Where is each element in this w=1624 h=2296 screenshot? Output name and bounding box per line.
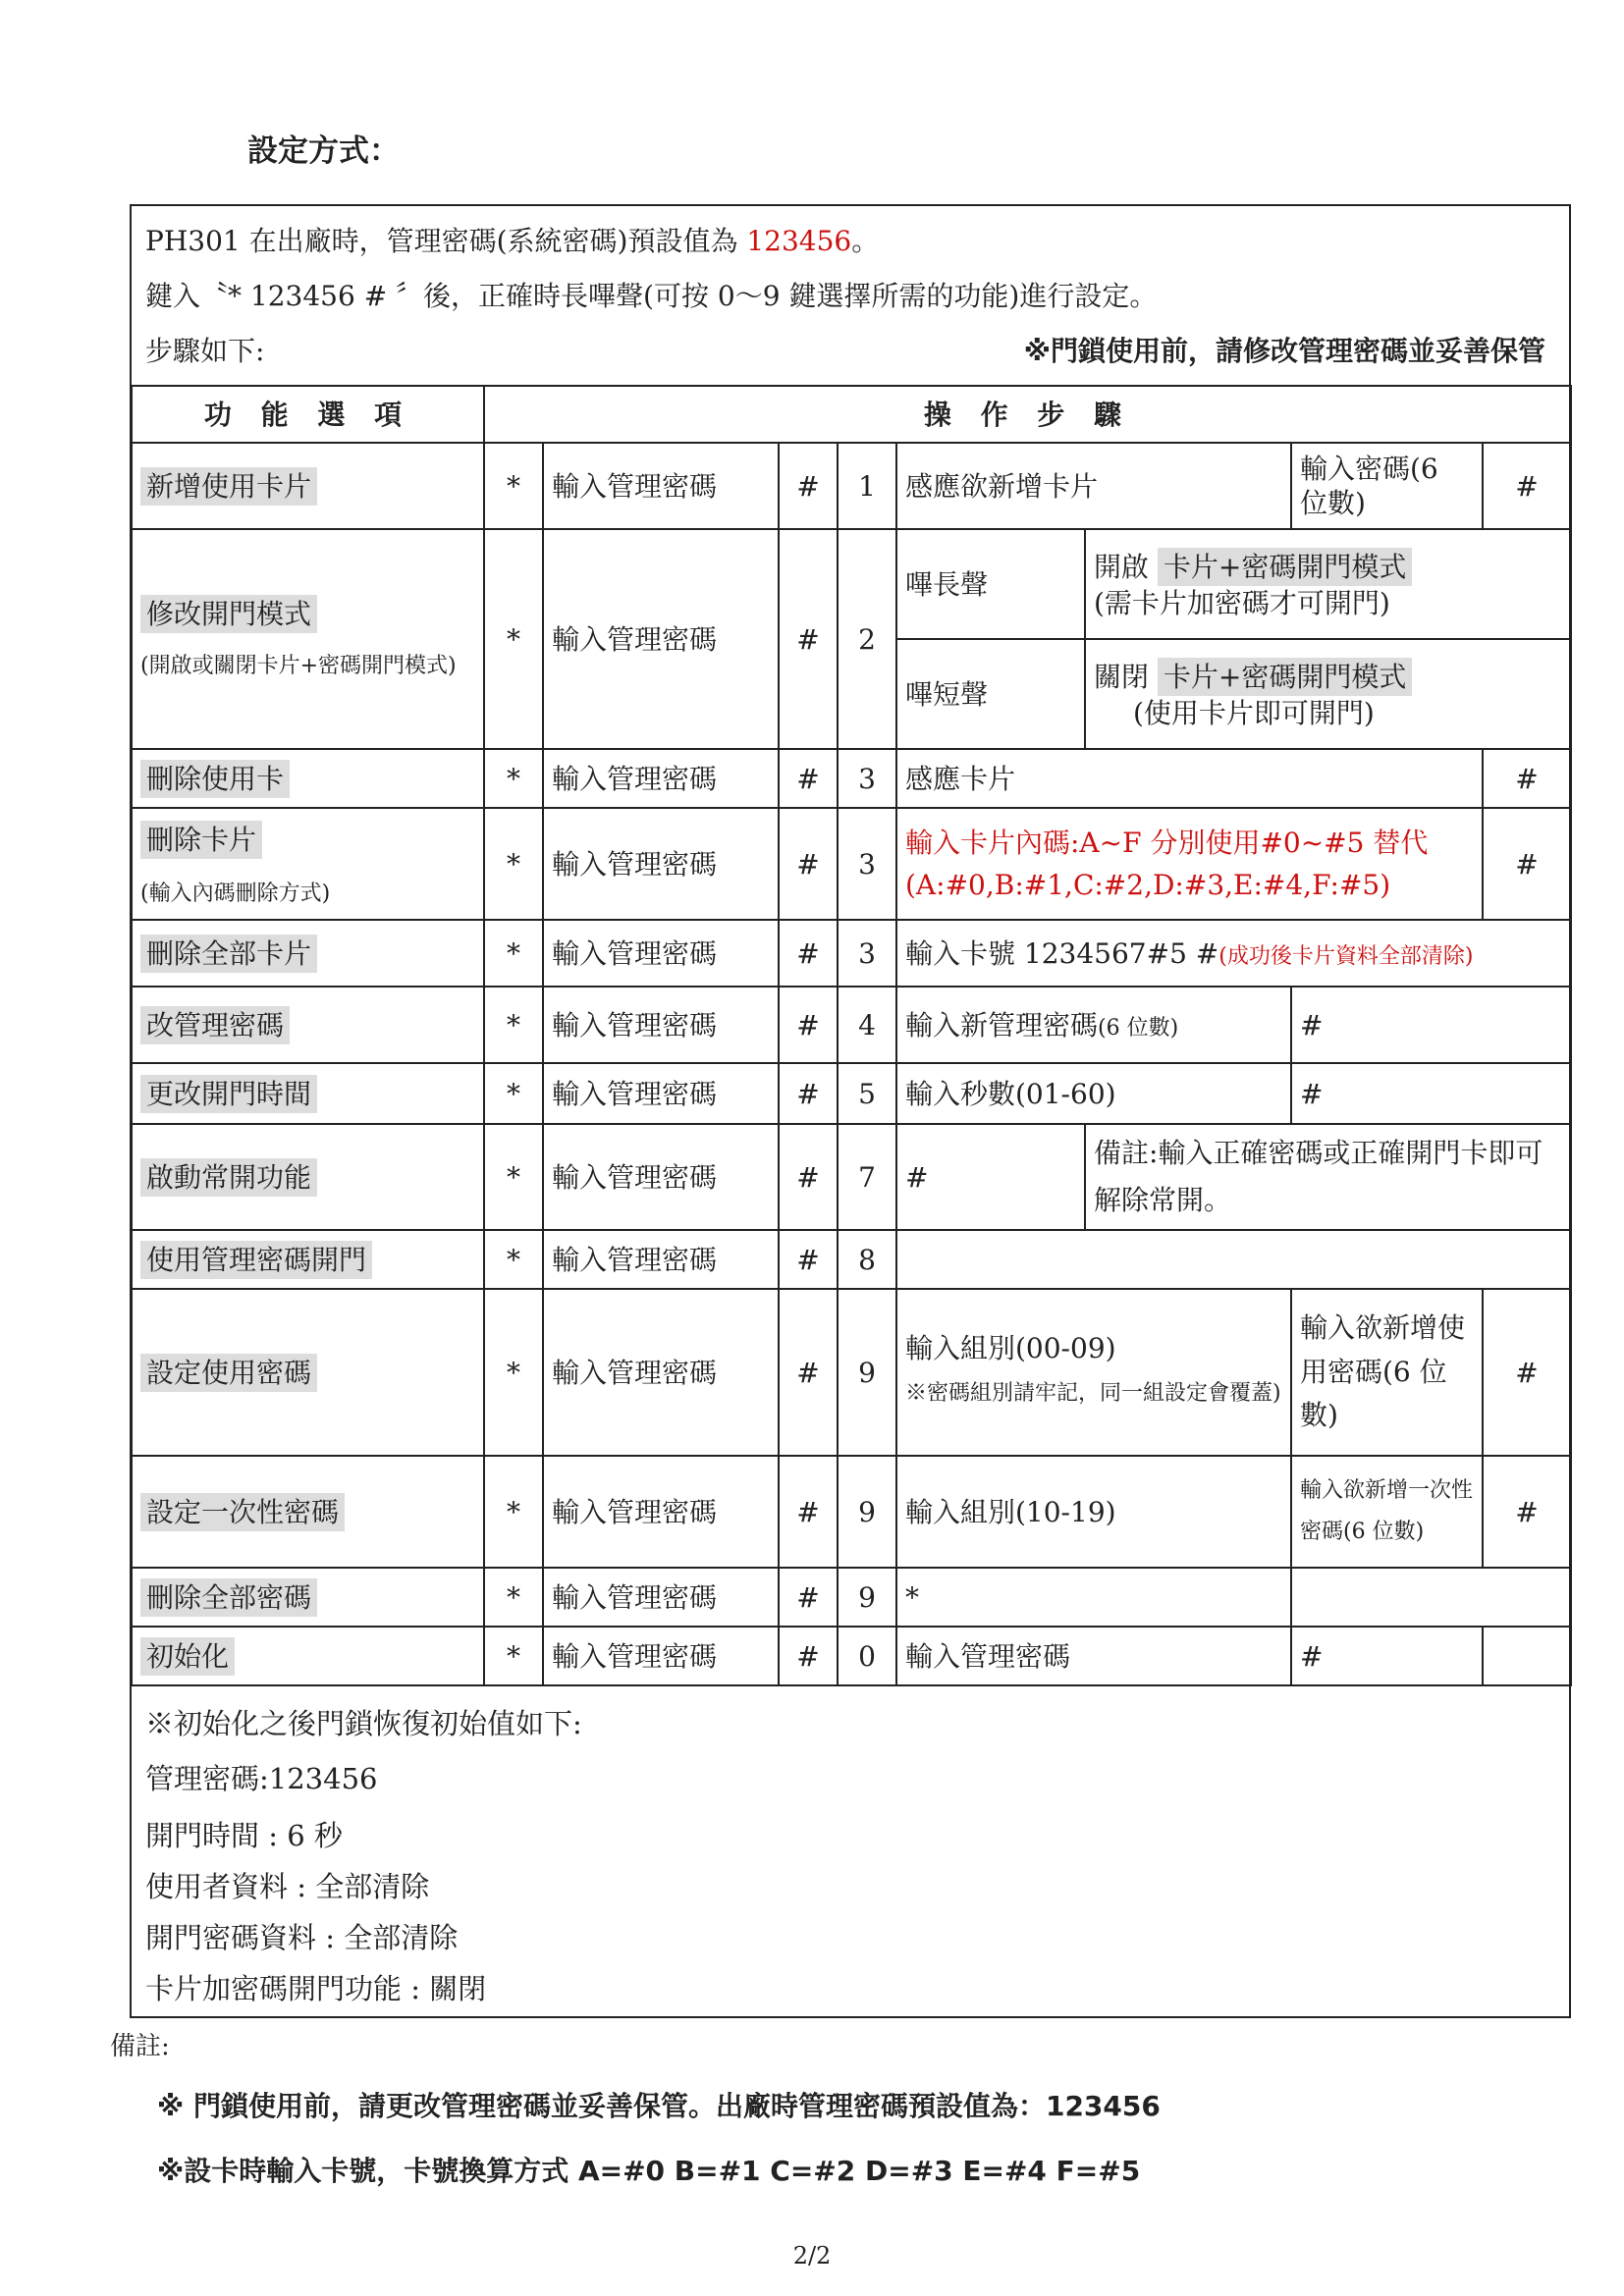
remarks-label: 備註:	[110, 2032, 170, 2061]
warning-text: ※門鎖使用前，請修改管理密碼並妥善保管	[1023, 335, 1545, 367]
star-key: *	[484, 920, 543, 987]
defaults-block	[145, 1698, 582, 2014]
step-2: 輸入密碼(6 位數)	[1291, 443, 1483, 529]
star-key: *	[484, 443, 543, 529]
header-steps: 操 作 步 驟	[484, 386, 1571, 443]
star-key: *	[484, 749, 543, 808]
hash-key: #	[1291, 987, 1571, 1063]
hash-key: #	[779, 1627, 838, 1685]
row-sublabel: (開啟或關閉卡片+密碼開門模式)	[140, 653, 457, 678]
hash-key: #	[1483, 443, 1571, 529]
table-row	[132, 1568, 1571, 1627]
hash-key: #	[779, 1124, 838, 1230]
table-row	[132, 808, 1571, 920]
enter-admin-step: 輸入管理密碼	[543, 1456, 779, 1568]
intro-line-2: 鍵入〝* 123456 # 〞後，正確時長嗶聲(可按 0～9 鍵選擇所需的功能)進行設定。	[145, 280, 1158, 312]
star-key: *	[484, 1456, 543, 1568]
row-label: 設定一次性密碼	[140, 1493, 345, 1531]
hash-key: #	[1291, 1627, 1483, 1685]
hash-key: #	[779, 920, 838, 987]
step-1: 感應卡片	[896, 749, 1483, 808]
row-label: 使用管理密碼開門	[140, 1241, 372, 1279]
step-1: 輸入秒數(01-60)	[896, 1063, 1291, 1124]
function-key: 7	[838, 1124, 896, 1230]
step-2: 輸入欲新增使用密碼(6 位數)	[1291, 1289, 1483, 1456]
star-key: *	[484, 1124, 543, 1230]
star-key: *	[484, 987, 543, 1063]
enter-admin-step: 輸入管理密碼	[543, 1124, 779, 1230]
function-key: 0	[838, 1627, 896, 1685]
hash-key: #	[779, 808, 838, 920]
mode-on-text: 開啟 卡片+密碼開門模式 (需卡片加密碼才可開門)	[1085, 529, 1571, 639]
default-code: 123456	[746, 225, 852, 257]
defaults-item: 管理密碼:123456	[145, 1762, 378, 1795]
hash-key: #	[1483, 1289, 1571, 1456]
function-key: 9	[838, 1289, 896, 1456]
page-number: 2/2	[792, 2242, 832, 2269]
function-key: 3	[838, 749, 896, 808]
enter-admin-step: 輸入管理密碼	[543, 529, 779, 749]
row-label: 刪除全部密碼	[140, 1578, 317, 1617]
code-steps: 輸入卡片內碼:A~F 分別使用#0~#5 替代 (A:#0,B:#1,C:#2,D:#3,E:#4,F:#5)	[896, 808, 1483, 920]
enter-admin-step: 輸入管理密碼	[543, 987, 779, 1063]
defaults-item: 卡片加密碼開門功能 : 關閉	[145, 1972, 487, 2005]
row-label: 刪除卡片	[140, 821, 262, 859]
remark-line-2: ※設卡時輸入卡號，卡號換算方式 A=#0 B=#1 C=#2 D=#3 E=#4 F=#5	[157, 2155, 1141, 2187]
table-row	[132, 920, 1571, 987]
enter-admin-step: 輸入管理密碼	[543, 920, 779, 987]
row-label: 設定使用密碼	[140, 1354, 317, 1392]
step-1: 感應欲新增卡片	[896, 443, 1291, 529]
always-open-note: 備註:輸入正確密碼或正確開門卡即可解除常開。	[1085, 1124, 1571, 1230]
row-label: 修改開門模式	[140, 595, 317, 633]
row-label: 啟動常開功能	[140, 1158, 317, 1197]
row-label: 刪除使用卡	[140, 760, 290, 798]
enter-admin-step: 輸入管理密碼	[543, 749, 779, 808]
step-1: 輸入新管理密碼(6 位數)	[896, 987, 1291, 1063]
section-heading: 設定方式：	[247, 133, 400, 169]
row-label: 更改開門時間	[140, 1075, 317, 1113]
star-key: *	[484, 1230, 543, 1289]
star-key: *	[484, 529, 543, 749]
star-key: *	[484, 1289, 543, 1456]
hash-key: #	[779, 1456, 838, 1568]
table-row	[132, 529, 1571, 639]
star-key: *	[484, 1063, 543, 1124]
hash-key: #	[779, 529, 838, 749]
hash-key: #	[779, 1230, 838, 1289]
hash-key: #	[779, 749, 838, 808]
function-key: 8	[838, 1230, 896, 1289]
enter-admin-step: 輸入管理密碼	[543, 1568, 779, 1627]
hash-key: #	[1483, 1456, 1571, 1568]
table-row	[132, 1456, 1571, 1568]
table-row	[132, 749, 1571, 808]
hash-key: #	[779, 1063, 838, 1124]
star-key: *	[484, 808, 543, 920]
row-label: 改管理密碼	[140, 1006, 290, 1044]
function-key: 3	[838, 808, 896, 920]
table-row	[132, 1063, 1571, 1124]
enter-admin-step: 輸入管理密碼	[543, 1627, 779, 1685]
intro-line-1: PH301 在出廠時，管理密碼(系統密碼)預設值為 123456。	[145, 225, 880, 257]
defaults-item: 開門密碼資料 : 全部清除	[145, 1921, 459, 1954]
short-beep: 嗶短聲	[896, 639, 1085, 749]
star-key: *	[484, 1568, 543, 1627]
long-beep: 嗶長聲	[896, 529, 1085, 639]
function-key: 2	[838, 529, 896, 749]
function-key: 3	[838, 920, 896, 987]
hash-key: #	[1483, 808, 1571, 920]
star-key: *	[484, 1627, 543, 1685]
defaults-item: 使用者資料 : 全部清除	[145, 1870, 430, 1903]
empty-step	[1291, 1568, 1571, 1627]
table-row	[132, 1230, 1571, 1289]
hash-key: #	[1291, 1063, 1571, 1124]
hash-key: #	[779, 987, 838, 1063]
empty-step	[896, 1230, 1571, 1289]
hash-key: #	[779, 1289, 838, 1456]
table-row	[132, 1289, 1571, 1456]
step-1: 輸入管理密碼	[896, 1627, 1291, 1685]
defaults-item: 開門時間 : 6 秒	[145, 1819, 343, 1852]
hash-key: #	[779, 443, 838, 529]
mode-off-text: 關閉 卡片+密碼開門模式 (使用卡片即可開門)	[1085, 639, 1571, 749]
header-function: 功 能 選 項	[132, 386, 484, 443]
group-step: 輸入組別(10-19)	[896, 1456, 1291, 1568]
function-key: 1	[838, 443, 896, 529]
intro-line-3: 步驟如下:	[145, 335, 265, 367]
step-2: 輸入欲新增一次性密碼(6 位數)	[1291, 1456, 1483, 1568]
function-key: 5	[838, 1063, 896, 1124]
function-key: 4	[838, 987, 896, 1063]
row-sublabel: (輸入內碼刪除方式)	[140, 881, 331, 906]
table-row	[132, 987, 1571, 1063]
step-1: 輸入卡號 1234567#5 #(成功後卡片資料全部清除)	[896, 920, 1571, 987]
empty-step	[1483, 1627, 1571, 1685]
hash-key: #	[779, 1568, 838, 1627]
hash-key: #	[1483, 749, 1571, 808]
function-key: 9	[838, 1456, 896, 1568]
star-key: *	[896, 1568, 1291, 1627]
enter-admin-step: 輸入管理密碼	[543, 1289, 779, 1456]
group-step: 輸入組別(00-09) ※密碼組別請牢記，同一組設定會覆蓋)	[896, 1289, 1291, 1456]
function-table	[131, 385, 1572, 1686]
remark-line-1: ※ 門鎖使用前，請更改管理密碼並妥善保管。出廠時管理密碼預設值為：123456	[157, 2090, 1161, 2122]
enter-admin-step: 輸入管理密碼	[543, 1063, 779, 1124]
table-row	[132, 443, 1571, 529]
row-label: 新增使用卡片	[140, 467, 317, 506]
defaults-title: ※初始化之後門鎖恢復初始值如下:	[145, 1707, 582, 1740]
table-row	[132, 1627, 1571, 1685]
row-label: 刪除全部卡片	[140, 934, 317, 973]
row-label: 初始化	[140, 1637, 235, 1676]
enter-admin-step: 輸入管理密碼	[543, 443, 779, 529]
table-row	[132, 1124, 1571, 1230]
hash-key: #	[896, 1124, 1085, 1230]
enter-admin-step: 輸入管理密碼	[543, 808, 779, 920]
enter-admin-step: 輸入管理密碼	[543, 1230, 779, 1289]
function-key: 9	[838, 1568, 896, 1627]
